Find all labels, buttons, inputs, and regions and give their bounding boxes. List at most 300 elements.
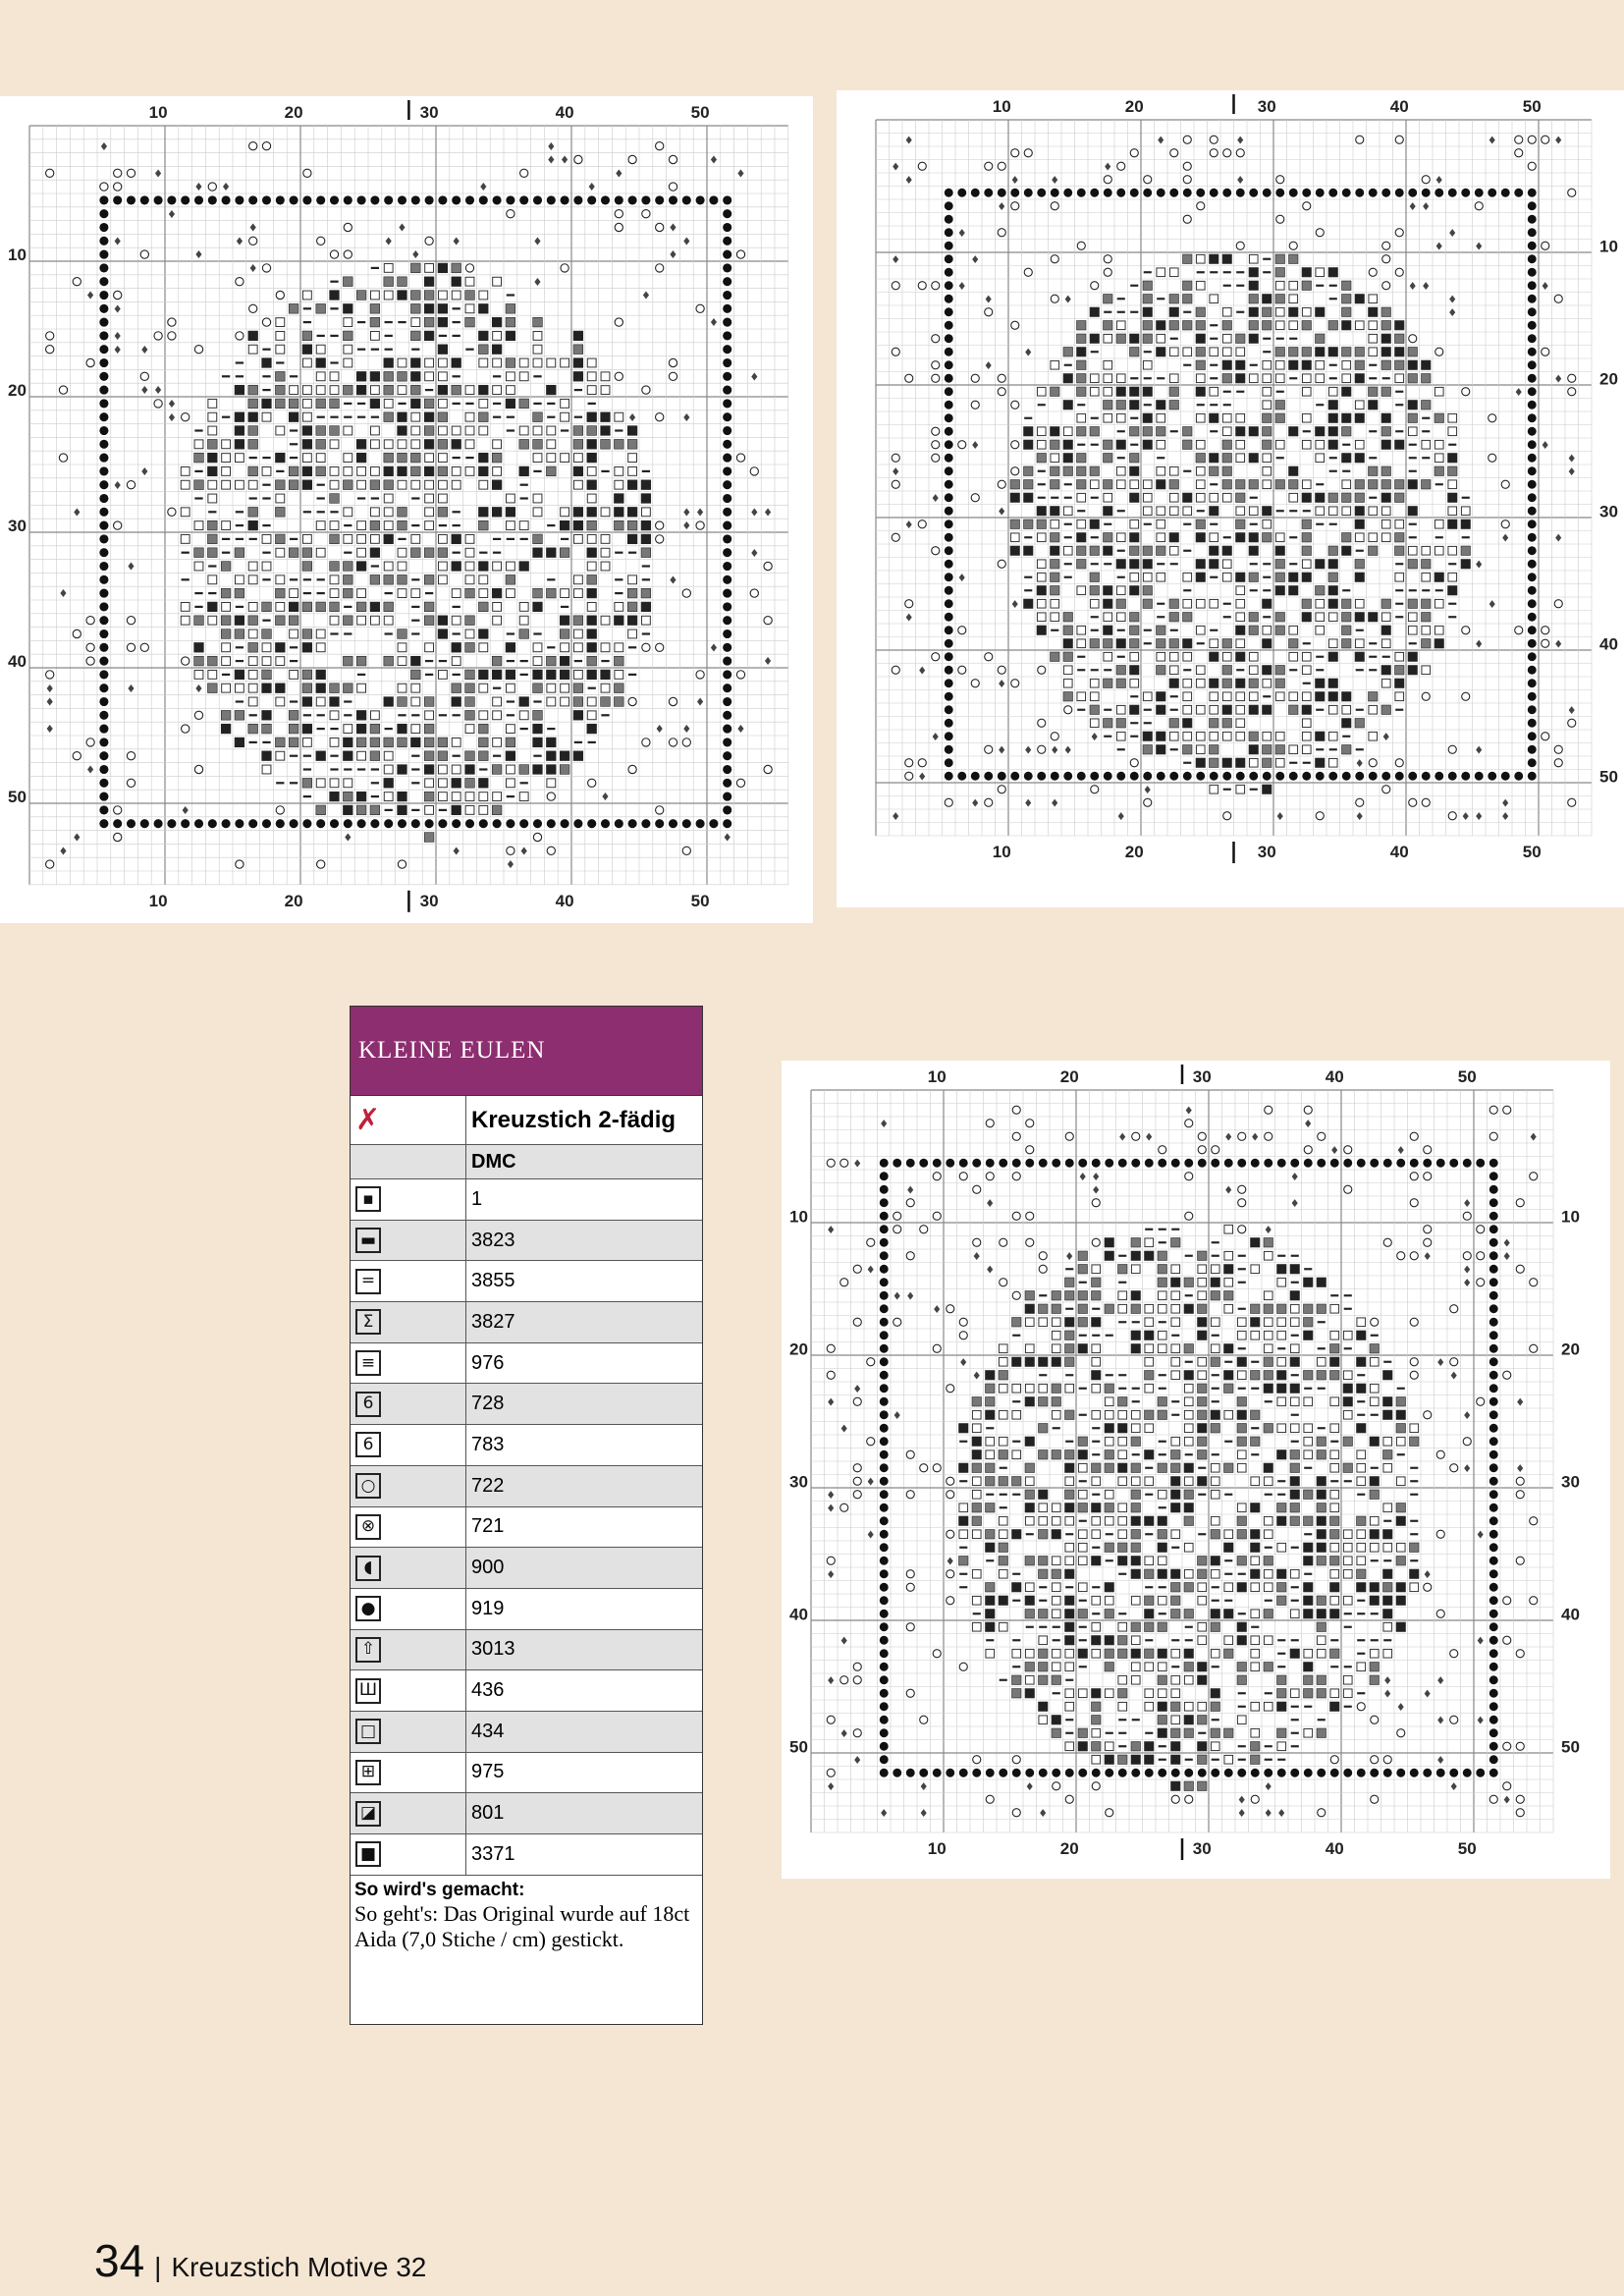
svg-text:♦: ♦	[1447, 226, 1458, 240]
svg-text:♦: ♦	[865, 1263, 876, 1277]
svg-text:♦: ♦	[763, 655, 774, 669]
bottom-tick-label: 10	[927, 1839, 947, 1858]
svg-text:♦: ♦	[970, 796, 981, 810]
svg-text:♦: ♦	[1462, 1196, 1473, 1210]
cross-stitch-icon: ✗	[355, 1103, 381, 1137]
dmc-code: 976	[466, 1342, 703, 1384]
left-tick-label: 50	[789, 1737, 808, 1757]
top-tick-label: 30	[1257, 97, 1276, 116]
svg-text:♦: ♦	[614, 167, 624, 181]
svg-text:♦: ♦	[903, 134, 914, 147]
pattern-chart-1	[0, 96, 813, 923]
svg-text:♦: ♦	[112, 330, 123, 344]
svg-text:♦: ♦	[826, 1779, 837, 1793]
bottom-tick-label: 50	[1522, 843, 1542, 861]
legend-row	[351, 1834, 702, 1876]
svg-text:♦: ♦	[681, 235, 692, 248]
legend-row	[351, 1670, 702, 1712]
svg-text:♦: ♦	[44, 682, 55, 695]
bottom-tick-label: 10	[148, 891, 168, 910]
svg-text:♦: ♦	[546, 153, 557, 167]
svg-text:♦: ♦	[681, 519, 692, 533]
svg-text:♦: ♦	[180, 804, 190, 818]
legend-row	[351, 1425, 702, 1466]
svg-text:♦: ♦	[983, 358, 994, 372]
svg-text:♦: ♦	[247, 262, 258, 276]
svg-text:♦: ♦	[918, 1806, 929, 1820]
svg-text:♦: ♦	[1235, 173, 1246, 187]
svg-text:♦: ♦	[1023, 796, 1034, 810]
svg-text:♦: ♦	[532, 235, 543, 248]
legend-row	[351, 1752, 702, 1793]
svg-text:♦: ♦	[343, 831, 353, 845]
svg-text:♦: ♦	[1460, 809, 1471, 823]
dmc-code: 1	[466, 1179, 703, 1221]
svg-text:♦: ♦	[1487, 597, 1497, 611]
svg-text:♦: ♦	[735, 167, 746, 181]
svg-text:♦: ♦	[1354, 756, 1365, 770]
right-tick-label: 40	[1599, 634, 1618, 654]
left-tick-label: 30	[8, 517, 27, 536]
svg-text:♦: ♦	[1117, 1130, 1128, 1144]
half-circle-icon: ◖	[355, 1556, 381, 1581]
bottom-tick-label: 30	[419, 891, 439, 910]
svg-text:♦: ♦	[891, 809, 901, 823]
svg-text:♦: ♦	[1407, 279, 1418, 293]
svg-text:♦: ♦	[1303, 1117, 1314, 1130]
left-tick-label: 30	[789, 1472, 808, 1492]
legend-row	[351, 1629, 702, 1670]
dmc-code: 3013	[466, 1629, 703, 1670]
svg-text:♦: ♦	[1263, 1806, 1273, 1820]
svg-text:♦: ♦	[451, 235, 461, 248]
svg-text:♦: ♦	[85, 763, 96, 777]
svg-text:♦: ♦	[1462, 1263, 1473, 1277]
svg-text:♦: ♦	[1382, 1673, 1393, 1687]
svg-text:♦: ♦	[1250, 1130, 1261, 1144]
svg-text:♦: ♦	[1434, 173, 1444, 187]
svg-text:♦: ♦	[917, 770, 928, 784]
svg-text:♦: ♦	[1434, 240, 1444, 253]
svg-text:♦: ♦	[1236, 1806, 1247, 1820]
dmc-code: 3823	[466, 1220, 703, 1261]
half-triangle-icon: ◪	[355, 1801, 381, 1827]
page-number: 34	[94, 2235, 145, 2286]
svg-text:♦: ♦	[1274, 809, 1285, 823]
right-tick-label: 40	[1561, 1605, 1580, 1624]
six-icon: 6	[355, 1392, 381, 1417]
svg-text:♦: ♦	[1395, 1700, 1406, 1714]
dmc-code: 3371	[466, 1834, 703, 1876]
svg-text:♦: ♦	[668, 221, 678, 235]
svg-text:♦: ♦	[1062, 743, 1073, 757]
svg-text:♦: ♦	[1566, 703, 1577, 717]
svg-text:♦: ♦	[852, 1753, 863, 1767]
top-tick-label: 30	[419, 103, 439, 122]
top-tick-label: 30	[1192, 1067, 1212, 1086]
svg-text:♦: ♦	[600, 791, 611, 804]
filled-square-icon: ■	[355, 1841, 381, 1867]
svg-text:♦: ♦	[1050, 743, 1060, 757]
svg-text:♦: ♦	[44, 723, 55, 737]
svg-text:♦: ♦	[1448, 1779, 1459, 1793]
svg-text:♦: ♦	[852, 1382, 863, 1395]
legend-row	[351, 1465, 702, 1506]
svg-text:♦: ♦	[1500, 809, 1511, 823]
svg-text:♦: ♦	[586, 181, 597, 194]
legend-row	[351, 1588, 702, 1629]
pattern-chart-2	[837, 90, 1624, 907]
svg-text:♦: ♦	[221, 181, 232, 194]
svg-text:♦: ♦	[839, 1726, 849, 1740]
svg-text:♦: ♦	[681, 723, 692, 737]
svg-text:♦: ♦	[903, 611, 914, 625]
grid-square-icon: ⊞	[355, 1760, 381, 1785]
bottom-tick-label: 40	[555, 891, 574, 910]
pattern-grid	[837, 90, 1624, 907]
svg-text:♦: ♦	[956, 571, 967, 584]
svg-text:♦: ♦	[1553, 637, 1564, 651]
svg-text:♦: ♦	[1462, 1461, 1473, 1475]
legend-dmc-row	[351, 1145, 702, 1179]
svg-text:♦: ♦	[1475, 1634, 1486, 1648]
svg-text:♦: ♦	[153, 167, 164, 181]
svg-text:♦: ♦	[1435, 1714, 1446, 1727]
top-tick-label: 50	[690, 103, 710, 122]
svg-text:♦: ♦	[1435, 1673, 1446, 1687]
svg-text:♦: ♦	[1091, 1170, 1102, 1183]
svg-text:♦: ♦	[139, 465, 150, 479]
svg-text:♦: ♦	[654, 723, 665, 737]
svg-text:♦: ♦	[1421, 199, 1432, 213]
svg-text:♦: ♦	[918, 1779, 929, 1793]
svg-text:♦: ♦	[518, 845, 529, 858]
svg-text:♦: ♦	[560, 153, 570, 167]
svg-text:♦: ♦	[546, 139, 557, 153]
svg-text:♦: ♦	[112, 343, 123, 356]
bottom-tick-label: 40	[1325, 1839, 1344, 1858]
svg-text:♦: ♦	[826, 1395, 837, 1409]
svg-text:♦: ♦	[1156, 134, 1166, 147]
svg-text:♦: ♦	[1038, 1806, 1049, 1820]
svg-text:♦: ♦	[193, 248, 204, 262]
svg-text:♦: ♦	[1540, 438, 1550, 452]
svg-text:♦: ♦	[681, 506, 692, 519]
svg-text:♦: ♦	[72, 831, 82, 845]
svg-text:♦: ♦	[1553, 134, 1564, 147]
svg-text:♦: ♦	[640, 289, 651, 302]
svg-text:♦: ♦	[905, 1183, 916, 1197]
bottom-tick-label: 20	[1124, 843, 1144, 861]
svg-text:♦: ♦	[865, 1528, 876, 1542]
svg-text:♦: ♦	[917, 664, 928, 678]
legend-row	[351, 1793, 702, 1834]
svg-text:♦: ♦	[891, 160, 901, 174]
svg-text:♦: ♦	[1474, 637, 1485, 651]
svg-text:♦: ♦	[1501, 1249, 1512, 1263]
top-tick-label: 50	[1457, 1067, 1477, 1086]
svg-text:♦: ♦	[98, 139, 109, 153]
sigma-icon: Σ	[355, 1309, 381, 1335]
svg-text:♦: ♦	[1422, 1687, 1433, 1701]
circle-x-icon: ⊗	[355, 1514, 381, 1540]
dmc-code: 900	[466, 1548, 703, 1589]
dmc-code: 728	[466, 1384, 703, 1425]
legend-table	[350, 1006, 703, 2025]
svg-text:♦: ♦	[826, 1488, 837, 1502]
right-tick-label: 50	[1599, 767, 1618, 787]
svg-text:♦: ♦	[945, 1555, 955, 1568]
pattern-grid	[782, 1061, 1610, 1879]
svg-text:♦: ♦	[1553, 531, 1564, 545]
top-tick-label: 10	[992, 97, 1011, 116]
svg-text:♦: ♦	[1023, 743, 1034, 757]
svg-text:♦: ♦	[1447, 305, 1458, 319]
dmc-code: 436	[466, 1670, 703, 1712]
e-shape-icon: Ш	[355, 1678, 381, 1704]
legend-row	[351, 1711, 702, 1752]
filled-circle-icon: ●	[355, 1596, 381, 1621]
bottom-tick-label: 50	[690, 891, 710, 910]
svg-text:♦: ♦	[1422, 1567, 1433, 1581]
svg-text:♦: ♦	[126, 560, 136, 574]
svg-text:♦: ♦	[958, 1355, 969, 1369]
svg-text:♦: ♦	[1009, 597, 1020, 611]
right-tick-label: 50	[1561, 1737, 1580, 1757]
svg-text:♦: ♦	[1263, 1779, 1273, 1793]
svg-text:♦: ♦	[1091, 1183, 1102, 1197]
svg-text:♦: ♦	[247, 221, 258, 235]
svg-text:♦: ♦	[695, 506, 706, 519]
legend-row	[351, 1179, 702, 1221]
svg-text:♦: ♦	[749, 370, 760, 384]
circle-icon: ○	[355, 1473, 381, 1499]
svg-text:♦: ♦	[166, 398, 177, 411]
top-tick-label: 10	[148, 103, 168, 122]
top-tick-label: 50	[1522, 97, 1542, 116]
svg-text:♦: ♦	[970, 438, 981, 452]
svg-text:♦: ♦	[1115, 809, 1126, 823]
legend-row	[351, 1342, 702, 1384]
double-bar-icon: =	[355, 1269, 381, 1294]
legend-row	[351, 1548, 702, 1589]
svg-text:♦: ♦	[1236, 1793, 1247, 1807]
bottom-tick-label: 50	[1457, 1839, 1477, 1858]
svg-text:♦: ♦	[383, 235, 394, 248]
footer-separator: |	[154, 2252, 162, 2282]
magazine-title: Kreuzstich Motive 32	[171, 2252, 427, 2282]
svg-text:♦: ♦	[112, 478, 123, 492]
svg-text:♦: ♦	[997, 743, 1007, 757]
dmc-code: 801	[466, 1793, 703, 1834]
svg-text:♦: ♦	[1528, 1130, 1539, 1144]
dmc-code: 434	[466, 1711, 703, 1752]
svg-text:♦: ♦	[852, 1157, 863, 1171]
legend-row	[351, 1384, 702, 1425]
svg-text:♦: ♦	[930, 491, 941, 505]
top-tick-label: 20	[1124, 97, 1144, 116]
svg-text:♦: ♦	[1289, 1170, 1300, 1183]
svg-text:♦: ♦	[997, 505, 1007, 519]
svg-text:♦: ♦	[997, 199, 1007, 213]
svg-text:♦: ♦	[1223, 1130, 1234, 1144]
svg-text:♦: ♦	[839, 1422, 849, 1436]
notes-title: So wird's gemacht:	[354, 1879, 525, 1900]
left-tick-label: 40	[8, 652, 27, 672]
svg-text:♦: ♦	[1050, 173, 1060, 187]
svg-text:♦: ♦	[932, 1302, 943, 1316]
notes-text: So geht's: Das Original wurde auf 18ct Aida (7,0 Stiche / cm) gestickt.	[354, 1900, 690, 1951]
svg-text:♦: ♦	[1023, 346, 1034, 359]
svg-text:♦: ♦	[112, 302, 123, 316]
bottom-tick-label: 30	[1257, 843, 1276, 861]
svg-text:♦: ♦	[1077, 1170, 1088, 1183]
top-tick-label: 10	[927, 1067, 947, 1086]
left-tick-label: 20	[789, 1339, 808, 1359]
svg-text:♦: ♦	[668, 574, 678, 587]
svg-text:♦: ♦	[1500, 531, 1511, 545]
svg-text:♦: ♦	[903, 173, 914, 187]
svg-text:♦: ♦	[1474, 240, 1485, 253]
svg-text:♦: ♦	[1142, 783, 1153, 796]
svg-text:♦: ♦	[1276, 1806, 1287, 1820]
svg-text:♦: ♦	[1475, 1714, 1486, 1727]
dmc-code: 722	[466, 1465, 703, 1506]
svg-text:♦: ♦	[1487, 134, 1497, 147]
right-tick-label: 10	[1561, 1207, 1580, 1227]
svg-text:♦: ♦	[193, 181, 204, 194]
svg-text:♦: ♦	[892, 1289, 902, 1303]
svg-text:♦: ♦	[112, 235, 123, 248]
svg-text:♦: ♦	[1183, 1104, 1194, 1118]
svg-text:♦: ♦	[826, 1567, 837, 1581]
svg-text:♦: ♦	[956, 279, 967, 293]
svg-text:♦: ♦	[930, 730, 941, 743]
svg-text:♦: ♦	[1515, 1461, 1526, 1475]
up-arrow-icon: ⇧	[355, 1637, 381, 1663]
pattern-chart-3	[782, 1061, 1610, 1879]
dmc-code: 3855	[466, 1261, 703, 1302]
svg-text:♦: ♦	[970, 252, 981, 266]
right-tick-label: 10	[1599, 237, 1618, 256]
svg-text:♦: ♦	[1144, 1130, 1155, 1144]
legend-row	[351, 1261, 702, 1302]
svg-text:♦: ♦	[826, 1223, 837, 1236]
svg-text:♦: ♦	[234, 235, 244, 248]
svg-text:♦: ♦	[1223, 1183, 1234, 1197]
svg-text:♦: ♦	[153, 384, 164, 398]
svg-text:♦: ♦	[891, 465, 901, 478]
dmc-code: 975	[466, 1752, 703, 1793]
dmc-code: 919	[466, 1588, 703, 1629]
svg-text:♦: ♦	[985, 1263, 996, 1277]
svg-text:♦: ♦	[1462, 1408, 1473, 1422]
svg-text:♦: ♦	[1435, 1753, 1446, 1767]
left-tick-label: 10	[8, 246, 27, 265]
right-tick-label: 20	[1599, 369, 1618, 389]
svg-text:♦: ♦	[505, 858, 515, 872]
notes	[351, 1876, 702, 1956]
legend-row	[351, 1506, 702, 1548]
svg-text:♦: ♦	[891, 252, 901, 266]
left-tick-label: 40	[789, 1605, 808, 1624]
top-tick-label: 40	[1325, 1067, 1344, 1086]
svg-text:♦: ♦	[1407, 199, 1418, 213]
svg-text:♦: ♦	[905, 1289, 916, 1303]
top-tick-label: 40	[1389, 97, 1409, 116]
bottom-tick-label: 30	[1192, 1839, 1212, 1858]
svg-text:♦: ♦	[1422, 1249, 1433, 1263]
svg-text:♦: ♦	[1382, 1687, 1393, 1701]
right-tick-label: 30	[1561, 1472, 1580, 1492]
svg-text:♦: ♦	[1474, 558, 1485, 572]
pattern-grid	[0, 96, 813, 923]
svg-text:♦: ♦	[478, 181, 489, 194]
svg-text:♦: ♦	[126, 682, 136, 695]
svg-text:♦: ♦	[1566, 465, 1577, 478]
svg-text:♦: ♦	[1050, 796, 1060, 810]
square-outline-icon: □	[355, 1719, 381, 1744]
svg-text:♦: ♦	[72, 506, 82, 519]
svg-text:♦: ♦	[985, 1196, 996, 1210]
svg-text:♦: ♦	[826, 1673, 837, 1687]
svg-text:♦: ♦	[903, 518, 914, 531]
svg-text:♦: ♦	[139, 343, 150, 356]
svg-text:♦: ♦	[826, 1502, 837, 1515]
svg-text:♦: ♦	[58, 587, 69, 601]
svg-text:♦: ♦	[1474, 743, 1485, 757]
svg-text:♦: ♦	[865, 1475, 876, 1489]
svg-text:♦: ♦	[997, 677, 1007, 690]
svg-text:♦: ♦	[1553, 372, 1564, 386]
svg-text:♦: ♦	[1462, 1276, 1473, 1289]
svg-text:♦: ♦	[1513, 385, 1524, 399]
stripes-icon: ≡	[355, 1350, 381, 1376]
bottom-tick-label: 20	[1059, 1839, 1079, 1858]
svg-text:♦: ♦	[627, 410, 638, 424]
svg-text:♦: ♦	[1354, 809, 1365, 823]
svg-text:♦: ♦	[749, 506, 760, 519]
svg-text:♦: ♦	[708, 153, 719, 167]
svg-text:♦: ♦	[166, 410, 177, 424]
page-footer	[94, 2234, 426, 2287]
svg-text:♦: ♦	[193, 682, 204, 695]
svg-text:♦: ♦	[1024, 1779, 1035, 1793]
svg-text:♦: ♦	[1089, 730, 1100, 743]
svg-text:♦: ♦	[1448, 1369, 1459, 1383]
svg-text:♦: ♦	[879, 1117, 890, 1130]
left-tick-label: 10	[789, 1207, 808, 1227]
dmc-label: DMC	[466, 1145, 703, 1179]
svg-text:♦: ♦	[1289, 1196, 1300, 1210]
svg-text:♦: ♦	[668, 248, 678, 262]
svg-text:♦: ♦	[1329, 1143, 1340, 1157]
svg-text:♦: ♦	[166, 207, 177, 221]
svg-text:♦: ♦	[708, 316, 719, 330]
svg-text:♦: ♦	[879, 1806, 890, 1820]
svg-text:♦: ♦	[532, 275, 543, 289]
svg-text:♦: ♦	[397, 221, 407, 235]
top-tick-label: 40	[555, 103, 574, 122]
svg-text:♦: ♦	[85, 289, 96, 302]
svg-text:♦: ♦	[410, 248, 421, 262]
svg-text:♦: ♦	[1235, 134, 1246, 147]
dmc-code: 783	[466, 1425, 703, 1466]
svg-text:♦: ♦	[971, 1369, 982, 1383]
svg-text:♦: ♦	[58, 845, 69, 858]
svg-text:♦: ♦	[1263, 1223, 1273, 1236]
svg-text:♦: ♦	[1421, 279, 1432, 293]
